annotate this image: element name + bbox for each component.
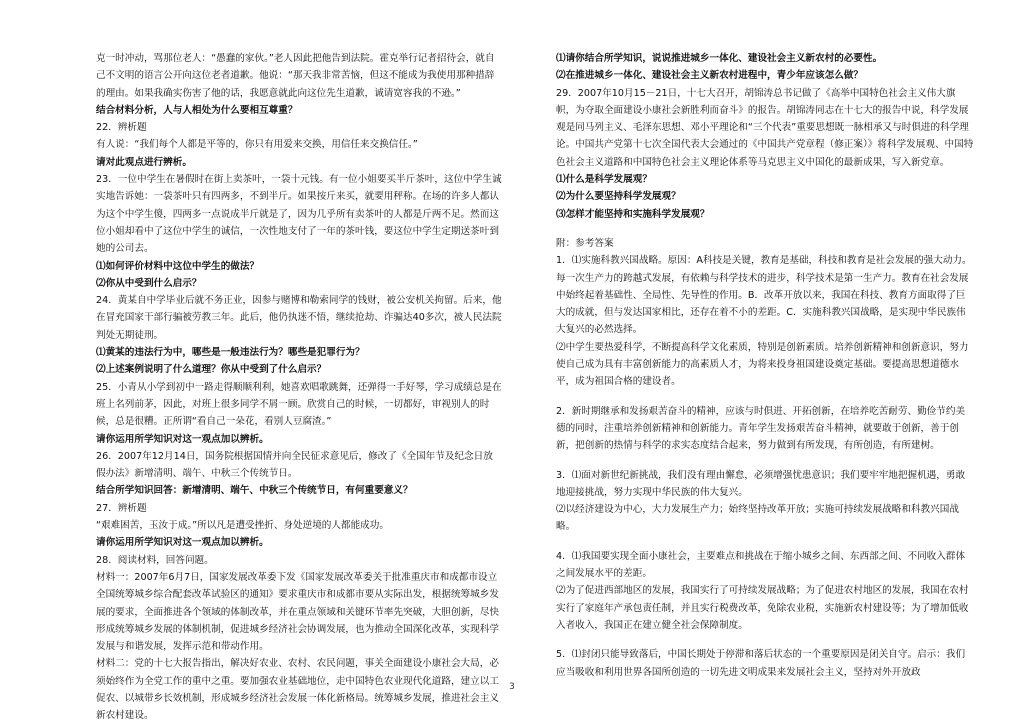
page-number: 3 bbox=[509, 682, 515, 692]
paragraph: 克一时冲动，骂那位老人：“愚蠢的家伙。”老人因此把他告到法院。霍克举行记者招待会，就自己不文明的语言公开向这位老者道歉。他说：“那天我非常苦恼，但这不能成为我使用那种措辞的理由。如果我确实伤害了他的话，我愿意就此向这位先生道歉，诚请宽容我的不逊。” bbox=[96, 53, 495, 99]
question-prompt: ⑶怎样才能坚持和实施科学发展观？ bbox=[556, 208, 710, 220]
left-column bbox=[96, 50, 502, 725]
question-prompt: ⑴黄某的违法行为中，哪些是一般违法行为？哪些是犯罪行为？ bbox=[96, 347, 365, 359]
paragraph: 4．⑴我国要实现全面小康社会，主要难点和挑战在于缩小城乡之间、东西部之间、不同收入群体之间发展水平的差距。 bbox=[556, 550, 966, 580]
paragraph: 5．⑴封闭只能导致落后，中国长期处于停滞和落后状态的一个重要原因是闭关自守。启示：我们应当吸收和利用世界各国所创造的一切先进文明成果来发展社会主义，坚持对外开放政 bbox=[556, 649, 966, 678]
question-prompt: ⑵为什么要坚持科学发展观？ bbox=[556, 191, 681, 203]
paragraph: 22．辨析题 bbox=[96, 122, 147, 134]
question-prompt: ⑴什么是科学发展观？ bbox=[556, 174, 652, 186]
paragraph: 27．辨析题 bbox=[96, 502, 147, 514]
paragraph: 1．⑴实施科教兴国战略。原因：A科技是关键，教育是基础，科技和教育是社会发展的强大动力。每一次生产力的跨越式发展，有依赖与科学技术的进步，科学技术是第一生产力。教育在社会发展中始终起着基础性、全局性、先导性的作用。B．改革开放以来，我国在科技、教育方面取得了巨大的成就，但与发达国家相比，还存在着不小的差距。C．实施科教兴国战略，是实现中华民族伟大复兴的必然选择。 bbox=[556, 255, 972, 336]
paragraph: 23．一位中学生在暑假时在街上卖茶叶，一袋十元钱。有一位小姐要买半斤茶叶，这位中学生诚实地告诉她：一袋茶叶只有四两多，不到半斤。如果按斤来买，就要用秤称。在场的许多人都认为这个中学生傻，四两多一点说成半斤就是了，因为几乎所有卖茶叶的人都是斤两不足。然而这位小姐却看中了这位中学生的诚信，一次性地支付了一年的茶叶钱，要这位中学生定期送茶叶到她的公司去。 bbox=[96, 174, 502, 255]
question-prompt: ⑴请你结合所学知识，说说推进城乡一体化、建设社会主义新农村的必要性。 bbox=[556, 53, 883, 64]
right-column bbox=[556, 50, 974, 681]
paragraph: 材料二：党的十七大报告指出，解决好农业、农村、农民问题，事关全面建设小康社会大局，必须始终作为全党工作的重中之重。要加强农业基础地位，走中国特色农业现代化道路，建立以工促农、以城带乡长效机制，形成城乡经济社会发展一体化新格局。统筹城乡发展，推进社会主义新农村建设。 bbox=[96, 658, 499, 722]
paragraph: 材料一：2007年6月7日，国家发展改革委下发《国家发展改革委关于批准重庆市和成都市设立全国统筹城乡综合配套改革试验区的通知》要求重庆市和成都市要从实际出发，根据统筹城乡发展的要求，全面推进各个领域的体制改革，并在重点领域和关键环节率先突破，大胆创新，尽快形成统筹城乡发展的体制机制，促进城乡经济社会协调发展，也为推动全国深化改革，实现科学发展与和谐发展，发挥示范和带动作用。 bbox=[96, 571, 499, 653]
paragraph: 26．2007年12月14日，国务院根据国情并向全民征求意见后，修改了《全国年节及纪念日放假办法》新增清明、端午、中秋三个传统节日。 bbox=[96, 450, 493, 480]
paragraph: 3．⑴面对新世纪新挑战，我们没有理由懈怠，必须增强忧患意识；我们要牢牢地把握机遇，勇敢地迎接挑战，努力实现中华民族的伟大复兴。 bbox=[556, 469, 966, 498]
paragraph-gap bbox=[556, 455, 974, 467]
question-prompt: ⑵在推进城乡一体化、建设社会主义新农村进程中，青少年应该怎么做？ bbox=[556, 70, 863, 82]
question-prompt: 请你运用所学知识对这一观点加以辨析。 bbox=[96, 537, 269, 549]
paragraph: 附：参考答案 bbox=[556, 237, 614, 249]
paragraph: 29．2007年10月15－21日，十七大召开，胡锦涛总书记做了《高举中国特色社会主义伟大旗帜，为夺取全面建设小康社会新胜利而奋斗》的报告。胡锦涛同志在十七大的报告中说，科学发展观是同马列主义、毛泽东思想、邓小平理论和“三个代表”重要思想既一脉相承又与时俱进的科学理论。中国共产党第十七次全国代表大会通过的《中国共产党章程（修正案）》将科学发展观、中国特色社会主义道路和中国特色社会主义理论体系等马克思主义中国化的最新成果，写入新党章。 bbox=[556, 87, 974, 168]
paragraph: “艰难困苦，玉汝于成。”所以凡是遭受挫折、身处逆境的人都能成功。 bbox=[96, 520, 389, 532]
paragraph-gap bbox=[556, 391, 974, 403]
question-prompt: 结合材料分析，人与人相处为什么要相互尊重？ bbox=[96, 104, 298, 116]
question-prompt: ⑵你从中受到什么启示？ bbox=[96, 277, 202, 289]
paragraph: 28．阅读材料，回答问题。 bbox=[96, 554, 214, 566]
paragraph: 25．小青从小学到初中一路走得顺顺利利，她喜欢唱歌跳舞，还弹得一手好琴，学习成绩总是在班上名列前茅，因此，对班上很多同学不屑一顾。欣赏自己的时候，一切都好，审视别人的时候，总是很糟。正所谓“看自己一朵花，看别人豆腐渣。” bbox=[96, 381, 502, 428]
question-prompt: ⑴如何评价材料中这位中学生的做法？ bbox=[96, 260, 260, 272]
paragraph: 有人说：“我们每个人都是平等的，你只有用爱来交换，用信任来交换信任。” bbox=[96, 139, 418, 151]
paragraph: 24．黄某自中学毕业后就不务正业，因参与赌博和勒索同学的钱财，被公安机关拘留。后来，他在冒充国家干部行骗被劳教三年。此后，他仍执迷不悟，继续抢劫、诈骗达40多次，被人民法院判处无期徒刑。 bbox=[96, 295, 502, 341]
paragraph: ⑵为了促进西部地区的发展，我国实行了可持续发展战略；为了促进农村地区的发展，我国在农村实行了家庭年产承包责任制，并且实行税费改革，免除农业税，实施新农村建设等；为了增加低收入者收入，我国正在建立健全社会保障制度。 bbox=[556, 585, 969, 631]
paragraph: ⑵以经济建设为中心，大力发展生产力；始终坚持改革开放；实施可持续发展战略和科教兴国战略。 bbox=[556, 504, 959, 533]
paragraph-gap bbox=[556, 223, 974, 235]
question-prompt: 请对此观点进行辨析。 bbox=[96, 156, 192, 168]
paragraph-gap bbox=[556, 536, 974, 548]
paragraph: 2．新时期继承和发扬艰苦奋斗的精神，应该与时俱进、开拓创新，在培养吃苦耐劳、勤俭节约美德的同时，注重培养创新精神和创新能力。青年学生发扬艰苦奋斗精神，就要敢于创新，善于创新，把创新的热情与科学的求实态度结合起来，努力做到有所发现，有所创造，有所建树。 bbox=[556, 405, 966, 452]
paragraph-gap bbox=[556, 634, 974, 646]
question-prompt: 请你运用所学知识对这一观点加以辨析。 bbox=[96, 433, 269, 445]
paragraph: ⑵中学生要热爱科学，不断提高科学文化素质，特别是创新素质。培养创新精神和创新意识，努力使自己成为具有丰富创新能力的高素质人才，为将来投身祖国建设奠定基础。要提高思想道德水平，成为祖国合格的建设者。 bbox=[556, 341, 969, 388]
question-prompt: 结合所学知识回答：新增清明、端午、中秋三个传统节日，有何重要意义？ bbox=[96, 485, 413, 497]
question-prompt: ⑵上述案例说明了什么道理？你从中受到了什么启示？ bbox=[96, 364, 327, 376]
